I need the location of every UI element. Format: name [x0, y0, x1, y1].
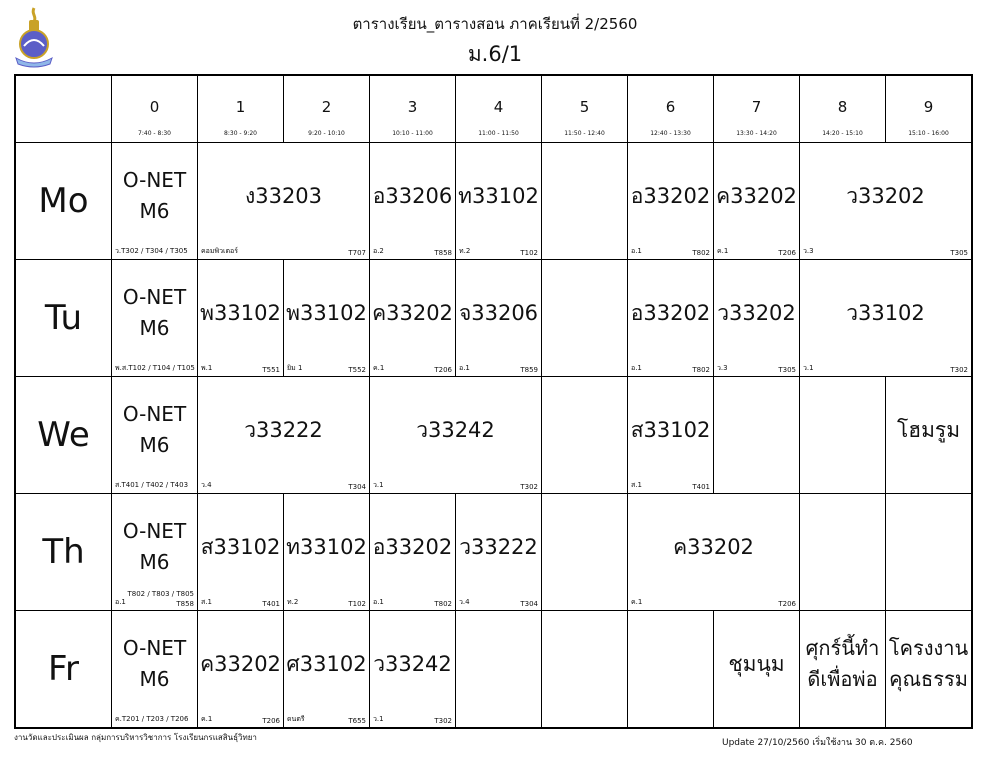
class-cell [112, 611, 198, 729]
room-label: T206 [778, 249, 796, 257]
subject-text: ชุมนุม [728, 651, 785, 676]
class-cell [800, 143, 973, 260]
timetable-body [15, 75, 972, 728]
teacher-label: ค.1 [717, 247, 729, 255]
room-label: T859 [520, 366, 538, 374]
period-header [284, 75, 370, 143]
room-label: T102 [348, 600, 366, 608]
subject-text: คุณธรรม [889, 667, 968, 691]
room-label: T858 [176, 600, 194, 608]
class-cell [800, 611, 886, 729]
empty-cell [542, 143, 628, 260]
subject-text: ว33202 [717, 300, 796, 325]
subject-text: ว33222 [244, 417, 323, 442]
period-time: 12:40 - 13:30 [650, 130, 691, 137]
teacher-label: อ.2 [373, 247, 384, 255]
period-header [886, 75, 973, 143]
teacher-label: ว.4 [459, 598, 470, 606]
subject-text: ค33202 [200, 651, 281, 676]
subject-text: ดีเพื่อพ่อ [807, 667, 878, 691]
subject-text: ค33202 [372, 300, 453, 325]
empty-cell [714, 377, 800, 494]
period-number: 0 [149, 98, 160, 116]
teacher-label: ค.1 [373, 364, 385, 372]
teacher-label: อ.1 [631, 364, 642, 372]
empty-cell [542, 494, 628, 611]
empty-cell [542, 260, 628, 377]
class-cell [198, 611, 284, 729]
teacher-label: ค.T201 / T203 / T206 [115, 715, 189, 723]
subject-text: อ33206 [372, 183, 453, 208]
teacher-label: ว.1 [803, 364, 814, 372]
day-row [15, 260, 972, 377]
page-title: ตารางเรียน_ตารางสอน ภาคเรียนที่ 2/2560 [352, 15, 638, 33]
period-time: 10:10 - 11:00 [392, 130, 433, 137]
footer-update: Update 27/10/2560 เริ่มใช้งาน 30 ต.ค. 2560 [722, 738, 913, 748]
subject-text: ส33102 [200, 534, 281, 559]
class-cell [198, 143, 370, 260]
subject-text: อ33202 [630, 183, 711, 208]
period-number: 6 [665, 98, 676, 116]
period-header [456, 75, 542, 143]
class-cell [886, 377, 973, 494]
teacher-label: ว.4 [201, 481, 212, 489]
class-cell [456, 494, 542, 611]
room-label: T802 [692, 249, 710, 257]
period-time: 13:30 - 14:20 [736, 130, 777, 137]
subject-text: ว33102 [846, 300, 925, 325]
teacher-label: ว.1 [373, 481, 384, 489]
subject-text: ง33203 [244, 183, 323, 208]
day-label: Mo [15, 143, 112, 260]
teacher-label: ท.2 [287, 598, 299, 606]
class-cell [284, 494, 370, 611]
teacher-label: พ.1 [201, 364, 213, 372]
subject-text: M6 [139, 667, 170, 691]
class-cell [284, 611, 370, 729]
teacher-label: อ.1 [631, 247, 642, 255]
subject-text: ว33242 [416, 417, 495, 442]
period-time: 15:10 - 16:00 [908, 130, 949, 137]
subject-text: O-NET [122, 636, 187, 660]
teacher-label: ว.3 [717, 364, 728, 372]
subject-text: ศุกร์นี้ทำ [805, 636, 880, 660]
period-header [112, 75, 198, 143]
teacher-label: ส.1 [631, 481, 642, 489]
teacher-label: อ.1 [373, 598, 384, 606]
subject-text: ว33242 [373, 651, 452, 676]
class-cell [112, 377, 198, 494]
period-header [198, 75, 284, 143]
period-header-row [15, 75, 972, 143]
teacher-label: ส.T401 / T402 / T403 [115, 481, 189, 489]
class-cell [456, 260, 542, 377]
class-cell [628, 377, 714, 494]
class-name: ม.6/1 [467, 42, 523, 66]
subject-text: ส33102 [630, 417, 711, 442]
class-cell [886, 611, 973, 729]
subject-text: พ33102 [200, 300, 281, 325]
class-cell [628, 494, 800, 611]
teacher-label: พ.ส.T102 / T104 / T105 [115, 364, 195, 372]
empty-cell [800, 377, 886, 494]
class-cell [198, 377, 370, 494]
teacher-label: ว.T302 / T304 / T305 [115, 247, 188, 255]
class-cell [456, 143, 542, 260]
room-label: T206 [434, 366, 452, 374]
day-label: We [15, 377, 112, 494]
subject-text: ท33102 [458, 183, 539, 208]
period-time: 8:30 - 9:20 [224, 130, 257, 137]
subject-text: ท33102 [286, 534, 367, 559]
empty-cell [542, 611, 628, 729]
room-label: T102 [520, 249, 538, 257]
room-label: T304 [520, 600, 538, 608]
room-label: T206 [262, 717, 280, 725]
period-header [800, 75, 886, 143]
subject-text: ว33222 [459, 534, 538, 559]
teacher-label: ค.1 [631, 598, 643, 606]
day-row [15, 377, 972, 494]
subject-text: M6 [139, 199, 170, 223]
subject-text: ค33202 [673, 534, 754, 559]
period-number: 3 [407, 98, 418, 116]
day-label: Fr [15, 611, 112, 729]
empty-cell [628, 611, 714, 729]
timetable [14, 74, 973, 729]
room-label: T655 [348, 717, 366, 725]
class-cell [284, 260, 370, 377]
subject-text: จ33206 [458, 300, 539, 325]
empty-cell [542, 377, 628, 494]
period-number: 7 [751, 98, 762, 116]
day-label: Tu [15, 260, 112, 377]
room-label: T401 [262, 600, 280, 608]
subject-text: O-NET [122, 285, 187, 309]
subject-text: O-NET [122, 402, 187, 426]
subject-text: อ33202 [372, 534, 453, 559]
subject-text: อ33202 [630, 300, 711, 325]
class-cell [370, 611, 456, 729]
room-label: T707 [348, 249, 366, 257]
subject-text: พ33102 [286, 300, 367, 325]
period-header [714, 75, 800, 143]
room-label: T302 [434, 717, 452, 725]
class-cell [112, 494, 198, 611]
class-cell [112, 260, 198, 377]
rooms-label: T802 / T803 / T805 [127, 590, 194, 598]
room-label: T552 [348, 366, 366, 374]
subject-text: O-NET [122, 519, 187, 543]
subject-text: M6 [139, 433, 170, 457]
class-cell [370, 143, 456, 260]
period-time: 11:50 - 12:40 [564, 130, 605, 137]
period-number: 1 [235, 98, 246, 116]
subject-text: ค33202 [716, 183, 797, 208]
room-label: T302 [520, 483, 538, 491]
subject-text: โครงงาน [888, 636, 969, 660]
room-label: T858 [434, 249, 452, 257]
room-label: T802 [692, 366, 710, 374]
day-row [15, 143, 972, 260]
class-cell [714, 143, 800, 260]
period-number: 4 [493, 98, 504, 116]
period-time: 14:20 - 15:10 [822, 130, 863, 137]
footer-credit: งานวัดและประเมินผล กลุ่มการบริหารวิชาการ โรงเรียนกรแสสินธุ์วิทยา [14, 733, 257, 742]
teacher-label: ว.1 [373, 715, 384, 723]
class-cell [714, 260, 800, 377]
class-cell [198, 260, 284, 377]
empty-cell [886, 494, 973, 611]
class-cell [370, 377, 542, 494]
day-row [15, 494, 972, 611]
period-time: 11:00 - 11:50 [478, 130, 519, 137]
subject-text: โฮมรูม [896, 417, 961, 442]
empty-cell [456, 611, 542, 729]
subject-text: ว33202 [846, 183, 925, 208]
class-cell [800, 260, 973, 377]
class-cell [370, 494, 456, 611]
corner-cell [15, 75, 112, 143]
period-header [370, 75, 456, 143]
room-label: T302 [950, 366, 968, 374]
room-label: T401 [692, 483, 710, 491]
room-label: T551 [262, 366, 280, 374]
teacher-label: คอมพิวเตอร์ [201, 247, 238, 255]
period-time: 7:40 - 8:30 [138, 130, 171, 137]
period-number: 8 [837, 98, 848, 116]
room-label: T305 [778, 366, 796, 374]
room-label: T802 [434, 600, 452, 608]
period-time: 9:20 - 10:10 [308, 130, 345, 137]
subject-text: ศ33102 [286, 651, 367, 676]
class-cell [112, 143, 198, 260]
class-cell [628, 260, 714, 377]
period-header [542, 75, 628, 143]
class-cell [198, 494, 284, 611]
teacher-label: ค.1 [201, 715, 213, 723]
period-number: 2 [321, 98, 332, 116]
room-label: T304 [348, 483, 366, 491]
teacher-label: ว.3 [803, 247, 814, 255]
day-label: Th [15, 494, 112, 611]
period-number: 5 [579, 98, 590, 116]
room-label: T206 [778, 600, 796, 608]
period-header [628, 75, 714, 143]
period-number: 9 [923, 98, 934, 116]
empty-cell [800, 494, 886, 611]
teacher-label: ยิม 1 [287, 364, 303, 372]
day-row [15, 611, 972, 729]
teacher-label: อ.1 [115, 598, 126, 606]
subject-text: M6 [139, 316, 170, 340]
teacher-label: ท.2 [459, 247, 471, 255]
class-cell [714, 611, 800, 729]
class-cell [628, 143, 714, 260]
class-cell [370, 260, 456, 377]
teacher-label: อ.1 [459, 364, 470, 372]
teacher-label: ดนตรี [287, 715, 305, 723]
teacher-label: ส.1 [201, 598, 212, 606]
subject-text: M6 [139, 550, 170, 574]
room-label: T305 [950, 249, 968, 257]
subject-text: O-NET [122, 168, 187, 192]
